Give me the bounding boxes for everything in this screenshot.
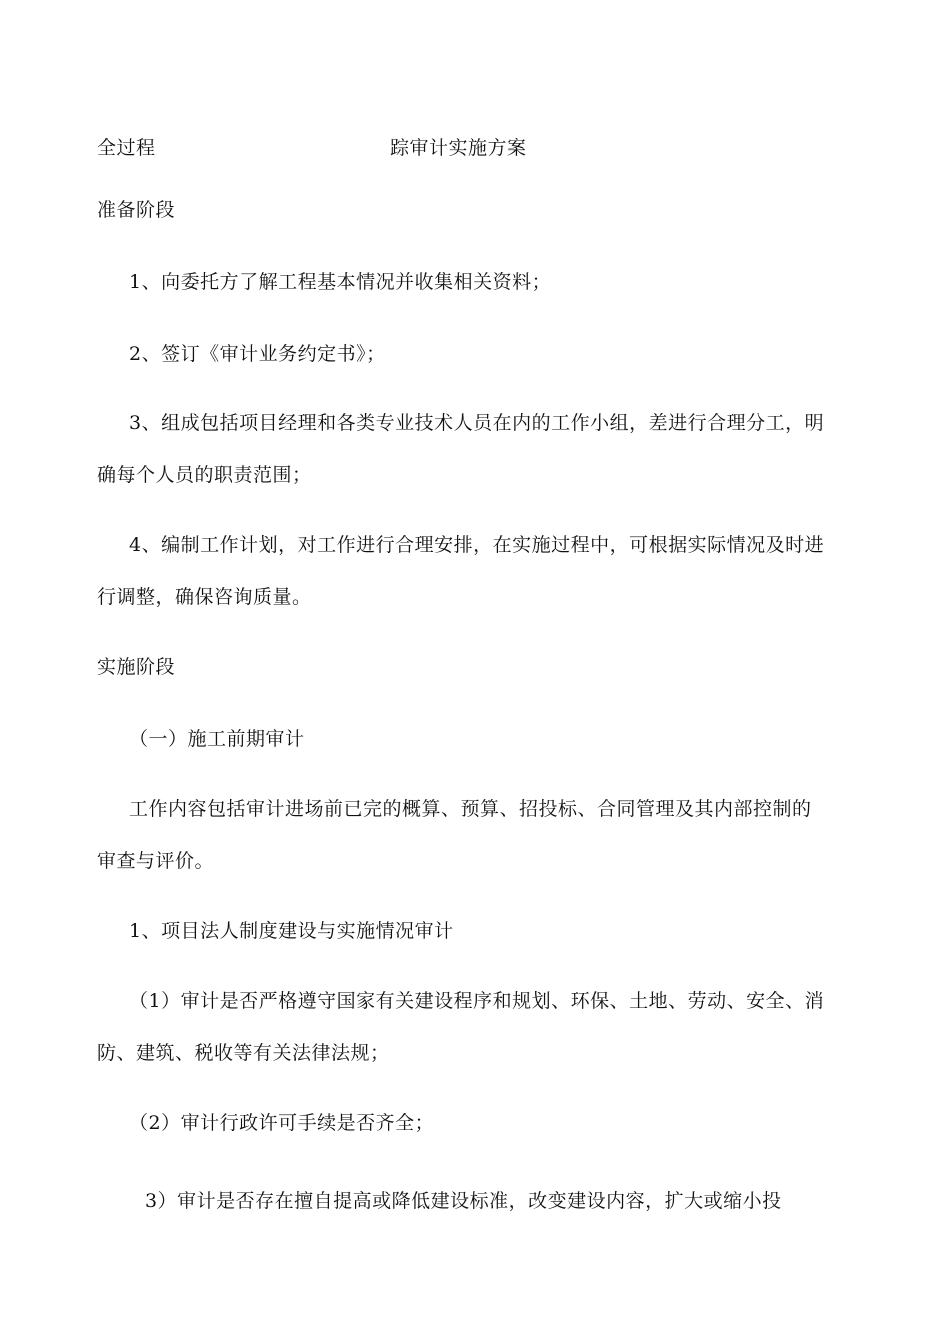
paragraph-line: （1）审计是否严格遵守国家有关建设程序和规划、环保、土地、劳动、安全、消	[129, 990, 825, 1012]
document-title-left: 全过程	[97, 137, 156, 159]
subsection-heading: （一）施工前期审计	[129, 728, 305, 750]
paragraph-line: 4、编制工作计划，对工作进行合理安排，在实施过程中，可根据实际情况及时进	[129, 534, 825, 556]
paragraph-line: 3、组成包括项目经理和各类专业技术人员在内的工作小组，差进行合理分工，明	[129, 412, 825, 434]
document-title-right: 踪审计实施方案	[390, 137, 527, 159]
paragraph-line: 确每个人员的职责范围；	[97, 464, 312, 486]
item-heading: 1、项目法人制度建设与实施情况审计	[129, 920, 454, 942]
paragraph-line: 工作内容包括审计进场前已完的概算、预算、招投标、合同管理及其内部控制的	[129, 798, 812, 820]
section-heading-preparation: 准备阶段	[97, 199, 176, 221]
paragraph-line: 行调整，确保咨询质量。	[97, 586, 312, 608]
paragraph-line: 2、签订《审计业务约定书》；	[129, 343, 386, 365]
paragraph-line: （2）审计行政许可手续是否齐全；	[129, 1112, 435, 1134]
paragraph-line: 审查与评价。	[97, 850, 215, 872]
section-heading-implementation: 实施阶段	[97, 656, 176, 678]
paragraph-line: 3）审计是否存在擅自提高或降低建设标准，改变建设内容，扩大或缩小投	[145, 1190, 782, 1212]
paragraph-line: 防、建筑、税收等有关法律法规；	[97, 1042, 390, 1064]
paragraph-line: 1、向委托方了解工程基本情况并收集相关资料；	[129, 271, 552, 293]
